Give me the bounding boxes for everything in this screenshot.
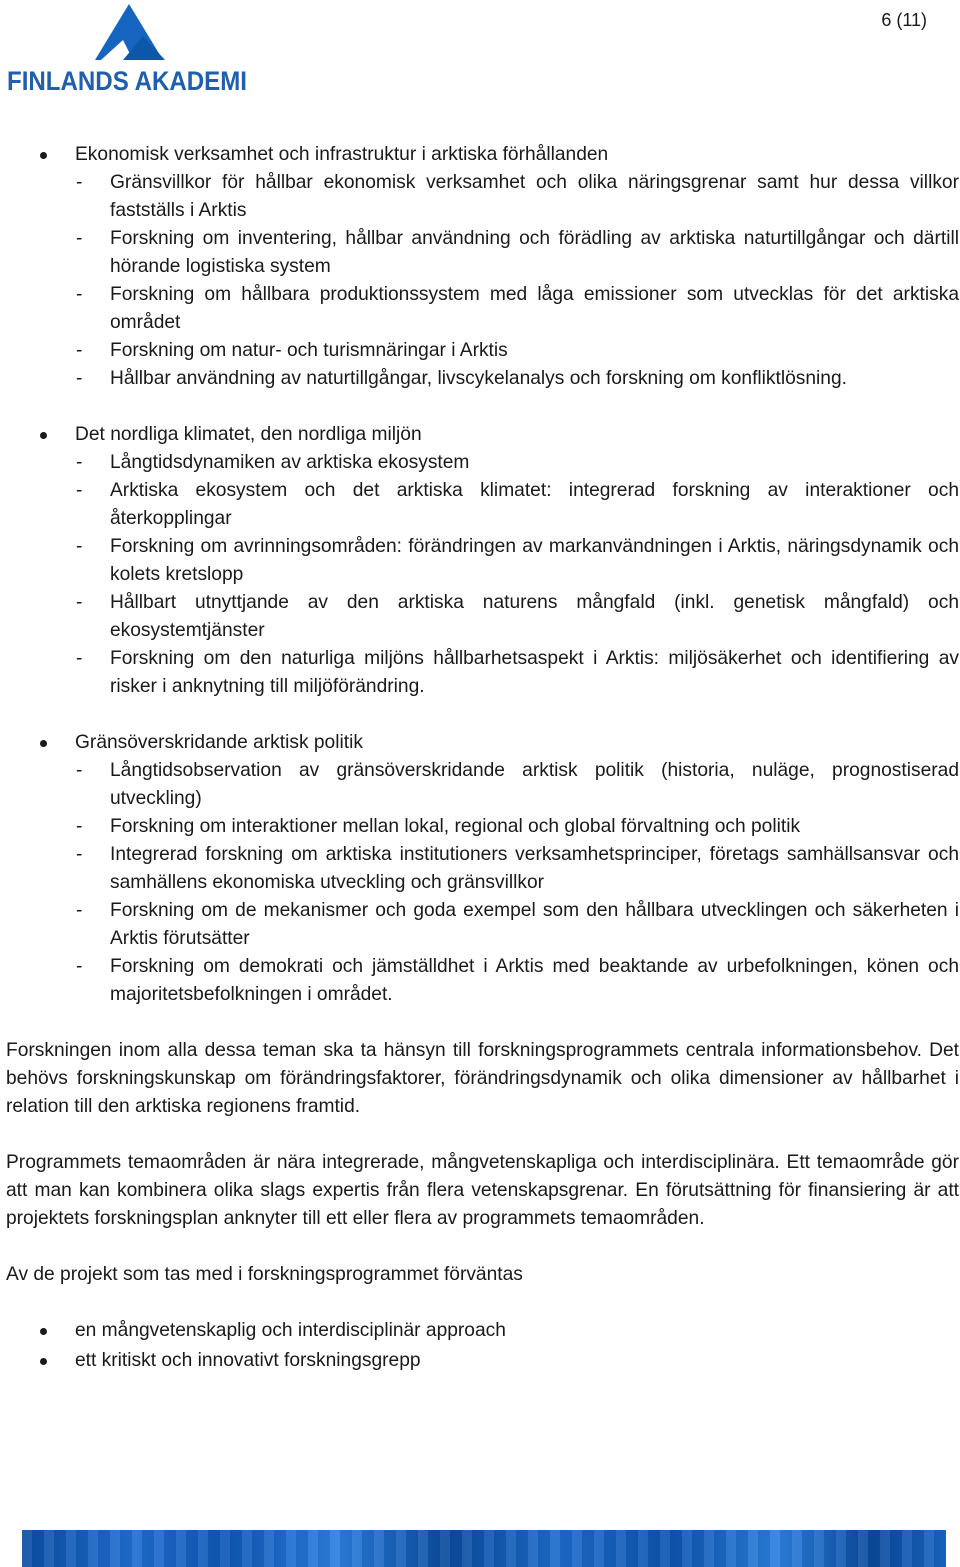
bullet-icon bbox=[40, 432, 47, 439]
list-item: - Forskning om inventering, hållbar användning och förädling av arktiska naturtillgångar och därtill hörande logistiska system bbox=[75, 225, 959, 281]
bullet-icon bbox=[40, 152, 47, 159]
dash-icon: - bbox=[76, 536, 83, 557]
list-item: - Forskning om demokrati och jämställdhet i Arktis med beaktande av urbefolkningen, könen och majoritetsbefolkningen i området. bbox=[75, 953, 959, 1009]
dash-icon: - bbox=[76, 480, 83, 501]
dash-icon: - bbox=[76, 816, 83, 837]
document-body bbox=[6, 141, 959, 1375]
bullet-icon bbox=[40, 740, 47, 747]
dash-icon: - bbox=[76, 760, 83, 781]
list-item: - Integrerad forskning om arktiska institutioners verksamhetsprinciper, företags samhällsansvar och samhällens ekonomiska utveckling och gränsvillkor bbox=[75, 841, 959, 897]
expectation-item bbox=[6, 1317, 959, 1345]
topic-section-politics bbox=[6, 729, 959, 1009]
bullet-icon bbox=[40, 1358, 47, 1365]
list-item: - Forskning om natur- och turismnäringar i Arktis bbox=[75, 337, 959, 365]
list-item: - Långtidsobservation av gränsöverskridande arktisk politik (historia, nuläge, prognostiserad utveckling) bbox=[75, 757, 959, 813]
dash-icon: - bbox=[76, 228, 83, 249]
list-item: - Forskning om den naturliga miljöns hållbarhetsaspekt i Arktis: miljösäkerhet och identifiering av risker i anknytning till miljöförändring. bbox=[75, 645, 959, 701]
dash-icon: - bbox=[76, 956, 83, 977]
dash-icon: - bbox=[76, 592, 83, 613]
dash-icon: - bbox=[76, 844, 83, 865]
dash-icon: - bbox=[76, 172, 83, 193]
dash-icon: - bbox=[76, 340, 83, 361]
topic-section-climate bbox=[6, 421, 959, 701]
paragraph: Forskningen inom alla dessa teman ska ta hänsyn till forskningsprogrammets centrala informationsbehov. Det behövs forskningskunskap om förändringsfaktorer, förändringsdynamik och olika dimensioner av hållbarhet i relation till den arktiska regionens framtid. bbox=[6, 1040, 959, 1117]
page-number: 6 (11) bbox=[881, 10, 927, 30]
section-title: Ekonomisk verksamhet och infrastruktur i arktiska förhållanden bbox=[75, 144, 609, 165]
list-item: - Gränsvillkor för hållbar ekonomisk verksamhet och olika näringsgrenar samt hur dessa villkor fastställs i Arktis bbox=[75, 169, 959, 225]
expectation-text: ett kritiskt och innovativt forskningsgrepp bbox=[75, 1350, 421, 1371]
list-item: - Forskning om de mekanismer och goda exempel som den hållbara utvecklingen och säkerheten i Arktis förutsätter bbox=[75, 897, 959, 953]
list-item: - Långtidsdynamiken av arktiska ekosystem bbox=[75, 449, 959, 477]
list-item: - Hållbart utnyttjande av den arktiska naturens mångfald (inkl. genetisk mångfald) och ekosystemtjänster bbox=[75, 589, 959, 645]
paragraph: Programmets temaområden är nära integrerade, mångvetenskapliga och interdisciplinära. Ett temaområde gör att man kan kombinera olika slags expertis från flera vetenskapsgrenar. En förutsättning för finansiering är att projektets forskningsplan anknyter till ett eller flera av programmets temaområden. bbox=[6, 1152, 959, 1229]
paragraph: Av de projekt som tas med i forskningsprogrammet förväntas bbox=[6, 1264, 523, 1285]
expectation-item bbox=[6, 1347, 959, 1375]
dash-icon: - bbox=[76, 284, 83, 305]
logo-triangle-icon bbox=[5, 2, 250, 94]
dash-icon: - bbox=[76, 648, 83, 669]
dash-icon: - bbox=[76, 900, 83, 921]
section-title: Det nordliga klimatet, den nordliga miljön bbox=[75, 424, 422, 445]
list-item: - Forskning om avrinningsområden: förändringen av markanvändningen i Arktis, näringsdynamik och kolets kretslopp bbox=[75, 533, 959, 589]
topic-section-economy bbox=[6, 141, 959, 393]
list-item: - Forskning om interaktioner mellan lokal, regional och global förvaltning och politik bbox=[75, 813, 959, 841]
list-item: - Forskning om hållbara produktionssystem med låga emissioner som utvecklas för det arktiska området bbox=[75, 281, 959, 337]
dash-icon: - bbox=[76, 452, 83, 473]
bullet-icon bbox=[40, 1328, 47, 1335]
logo-text: FINLANDS AKADEMI bbox=[7, 66, 247, 94]
finlands-akademi-logo bbox=[5, 2, 250, 94]
list-item: - Hållbar användning av naturtillgångar, livscykelanalys och forskning om konfliktlösning. bbox=[75, 365, 959, 393]
expectation-text: en mångvetenskaplig och interdisciplinär approach bbox=[75, 1320, 506, 1341]
dash-icon: - bbox=[76, 368, 83, 389]
list-item: - Arktiska ekosystem och det arktiska klimatet: integrerad forskning av interaktioner och återkopplingar bbox=[75, 477, 959, 533]
section-title: Gränsöverskridande arktisk politik bbox=[75, 732, 363, 753]
footer-banner bbox=[22, 1530, 946, 1567]
